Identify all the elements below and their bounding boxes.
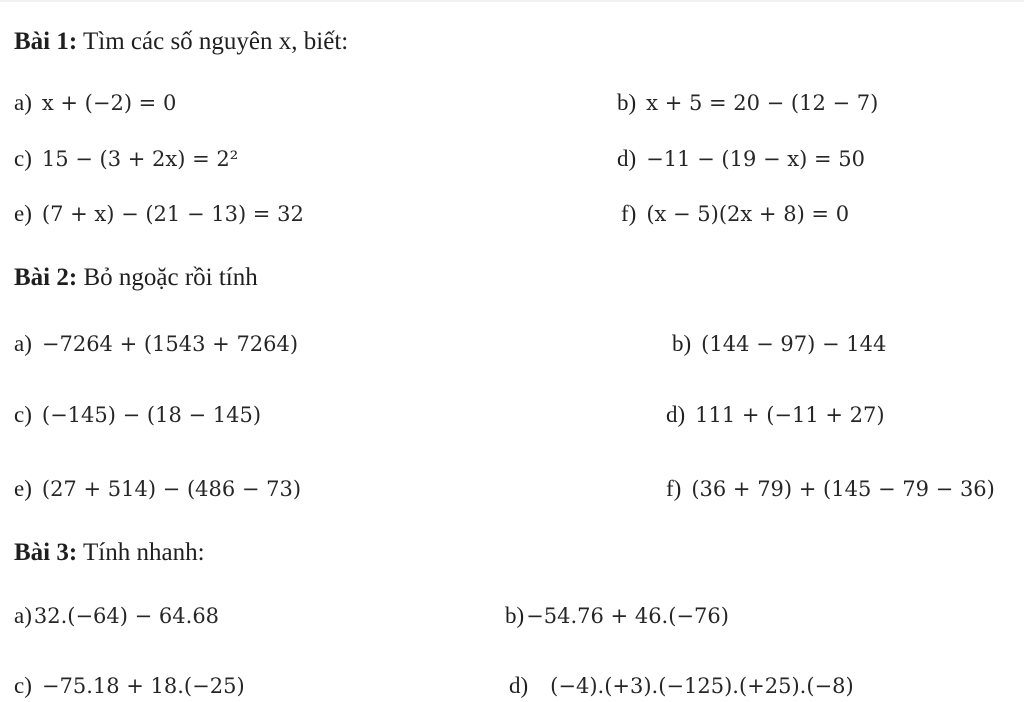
exercise-1b [617, 90, 878, 116]
exercise-1f [621, 201, 849, 227]
exercise-1a [14, 90, 176, 116]
item-label: f) [621, 201, 637, 226]
item-expression: (−4).(+3).(−125).(+25).(−8) [550, 674, 854, 698]
item-expression: (144 − 97) − 144 [701, 332, 887, 356]
item-label: a) [14, 331, 32, 356]
item-label: d) [509, 673, 529, 698]
item-label: c) [14, 673, 32, 698]
item-label: d) [617, 146, 637, 171]
top-edge [0, 0, 1024, 2]
item-expression: (−145) − (18 − 145) [41, 403, 262, 427]
exercise-1-title-text: Tìm các số nguyên x, biết: [77, 28, 349, 55]
item-expression: −11 − (19 − x) = 50 [646, 147, 866, 171]
item-label: b) [617, 90, 637, 115]
item-expression: (36 + 79) + (145 − 79 − 36) [691, 477, 995, 501]
exercise-3-heading [14, 539, 205, 567]
item-expression: (27 + 514) − (486 − 73) [41, 477, 302, 501]
item-expression: 111 + (−11 + 27) [695, 403, 885, 427]
exercise-3a [14, 603, 219, 629]
exercise-3d [509, 673, 854, 699]
exercise-3-title-text: Tính nhanh: [77, 539, 205, 566]
item-label: d) [666, 402, 686, 427]
exercise-1d [617, 146, 865, 172]
exercise-2d [666, 402, 885, 428]
exercise-1-title-bold: Bài 1: [14, 28, 78, 55]
exercise-3-title-bold: Bài 3: [14, 539, 78, 566]
item-label: c) [14, 146, 32, 171]
exercise-3b [505, 603, 729, 629]
exercise-3c [14, 673, 245, 699]
item-expression: −54.76 + 46.(−76) [526, 604, 729, 628]
item-expression: x + 5 = 20 − (12 − 7) [646, 91, 879, 115]
item-expression: x + (−2) = 0 [41, 91, 177, 115]
item-expression: (x − 5)(2x + 8) = 0 [646, 202, 850, 226]
exercise-2b [672, 331, 886, 357]
exercise-1-heading [14, 28, 348, 56]
item-expression: (7 + x) − (21 − 13) = 32 [41, 202, 304, 226]
exercise-2f [666, 476, 995, 502]
item-label: f) [666, 476, 682, 501]
item-label: b) [505, 603, 525, 628]
item-label: e) [14, 201, 32, 226]
item-expression: −7264 + (1543 + 7264) [41, 332, 299, 356]
exercise-1c [14, 146, 238, 172]
item-label: a) [14, 603, 32, 628]
item-expression: 32.(−64) − 64.68 [33, 604, 220, 628]
item-label: e) [14, 476, 32, 501]
item-label: c) [14, 402, 32, 427]
item-label: a) [14, 90, 32, 115]
exercise-1e [14, 201, 304, 227]
item-expression: 15 − (3 + 2x) = 2² [41, 147, 239, 171]
exercise-2c [14, 402, 261, 428]
item-label: b) [672, 331, 692, 356]
item-expression: −75.18 + 18.(−25) [41, 674, 245, 698]
exercise-2a [14, 331, 298, 357]
exercise-2e [14, 476, 301, 502]
exercise-2-title-text: Bỏ ngoặc rồi tính [77, 264, 258, 291]
exercise-2-title-bold: Bài 2: [14, 264, 78, 291]
exercise-2-heading [14, 264, 258, 292]
